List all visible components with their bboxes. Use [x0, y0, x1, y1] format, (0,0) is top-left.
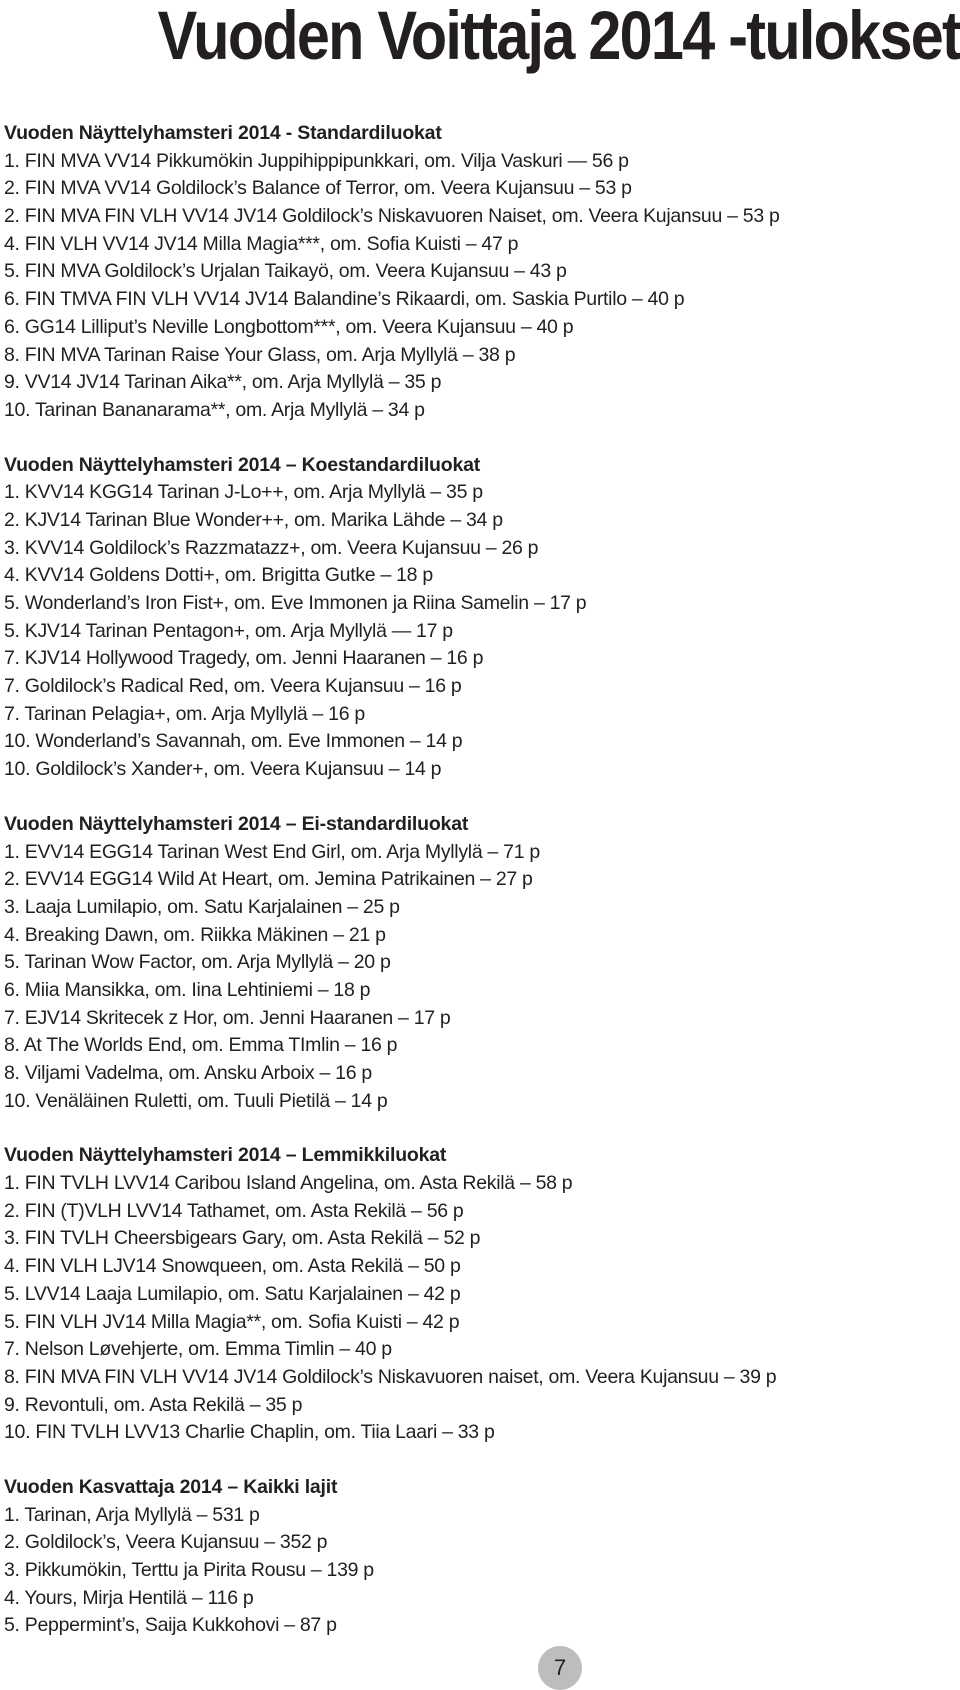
result-entry: 3. FIN TVLH Cheersbigears Gary, om. Asta Rekilä – 52 p	[4, 1227, 481, 1250]
page-number-badge: 7	[538, 1646, 582, 1690]
result-entry: 7. Goldilock’s Radical Red, om. Veera Kujansuu – 16 p	[4, 675, 462, 698]
result-entry: 1. Tarinan, Arja Myllylä – 531 p	[4, 1503, 260, 1526]
section-pet-classes	[4, 1142, 954, 1447]
result-entry: 9. VV14 JV14 Tarinan Aika**, om. Arja Myllylä – 35 p	[4, 371, 442, 394]
section-breeder-all-species	[4, 1474, 954, 1640]
result-entry: 2. FIN (T)VLH LVV14 Tathamet, om. Asta Rekilä – 56 p	[4, 1199, 464, 1222]
section-heading: Vuoden Kasvattaja 2014 – Kaikki lajit	[4, 1475, 338, 1498]
result-entry: 2. FIN MVA VV14 Goldilock’s Balance of Terror, om. Veera Kujansuu – 53 p	[4, 177, 632, 200]
results-content	[4, 120, 954, 1640]
section-heading: Vuoden Näyttelyhamsteri 2014 - Standardiluokat	[4, 122, 442, 144]
result-entry: 1. EVV14 EGG14 Tarinan West End Girl, om. Arja Myllylä – 71 p	[4, 840, 540, 863]
result-entry: 4. FIN VLH LJV14 Snowqueen, om. Asta Rekilä – 50 p	[4, 1255, 461, 1278]
results-list	[4, 479, 954, 784]
result-entry: 8. FIN MVA Tarinan Raise Your Glass, om. Arja Myllylä – 38 p	[4, 343, 516, 366]
page-title: Vuoden Voittaja 2014 -tulokset	[157, 0, 960, 74]
result-entry: 1. KVV14 KGG14 Tarinan J-Lo++, om. Arja Myllylä – 35 p	[4, 481, 483, 504]
result-entry: 1. FIN TVLH LVV14 Caribou Island Angelina, om. Asta Rekilä – 58 p	[4, 1172, 573, 1195]
result-entry: 2. FIN MVA FIN VLH VV14 JV14 Goldilock’s Niskavuoren Naiset, om. Veera Kujansuu – 53 p	[4, 205, 780, 228]
results-list	[4, 148, 954, 425]
result-entry: 5. Peppermint’s, Saija Kukkohovi – 87 p	[4, 1614, 337, 1637]
result-entry: 1. FIN MVA VV14 Pikkumökin Juppihippipunkkari, om. Vilja Vaskuri — 56 p	[4, 149, 629, 172]
result-entry: 5. KJV14 Tarinan Pentagon+, om. Arja Myllylä — 17 p	[4, 619, 453, 642]
result-entry: 2. Goldilock’s, Veera Kujansuu – 352 p	[4, 1531, 328, 1554]
result-entry: 2. EVV14 EGG14 Wild At Heart, om. Jemina Patrikainen – 27 p	[4, 868, 533, 891]
result-entry: 8. At The Worlds End, om. Emma TImlin – 16 p	[4, 1034, 398, 1057]
result-entry: 10. Goldilock’s Xander+, om. Veera Kujansuu – 14 p	[4, 758, 442, 781]
result-entry: 6. FIN TMVA FIN VLH VV14 JV14 Balandine’s Rikaardi, om. Saskia Purtilo – 40 p	[4, 288, 685, 311]
result-entry: 7. Tarinan Pelagia+, om. Arja Myllylä – 16 p	[4, 702, 365, 725]
result-entry: 2. KJV14 Tarinan Blue Wonder++, om. Marika Lähde – 34 p	[4, 508, 503, 531]
result-entry: 3. Laaja Lumilapio, om. Satu Karjalainen – 25 p	[4, 895, 400, 918]
result-entry: 6. Miia Mansikka, om. Iina Lehtiniemi – 18 p	[4, 978, 371, 1001]
results-list	[4, 1170, 954, 1447]
section-non-standard-classes	[4, 811, 954, 1116]
result-entry: 7. EJV14 Skritecek z Hor, om. Jenni Haaranen – 17 p	[4, 1006, 451, 1029]
result-entry: 3. Pikkumökin, Terttu ja Pirita Rousu – 139 p	[4, 1559, 374, 1581]
result-entry: 10. Venäläinen Ruletti, om. Tuuli Pietilä – 14 p	[4, 1089, 388, 1112]
result-entry: 5. LVV14 Laaja Lumilapio, om. Satu Karjalainen – 42 p	[4, 1282, 461, 1305]
result-entry: 5. FIN MVA Goldilock’s Urjalan Taikayö, om. Veera Kujansuu – 43 p	[4, 260, 567, 283]
result-entry: 4. FIN VLH VV14 JV14 Milla Magia***, om. Sofia Kuisti – 47 p	[4, 232, 519, 255]
section-standard-classes	[4, 120, 954, 425]
results-list	[4, 839, 954, 1116]
result-entry: 10. Wonderland’s Savannah, om. Eve Immonen – 14 p	[4, 730, 463, 753]
section-test-standard-classes	[4, 452, 954, 784]
result-entry: 8. FIN MVA FIN VLH VV14 JV14 Goldilock’s Niskavuoren naiset, om. Veera Kujansuu – 39 p	[4, 1365, 777, 1388]
result-entry: 6. GG14 Lilliput’s Neville Longbottom***, om. Veera Kujansuu – 40 p	[4, 315, 574, 338]
result-entry: 5. FIN VLH JV14 Milla Magia**, om. Sofia Kuisti – 42 p	[4, 1310, 460, 1333]
results-list	[4, 1502, 954, 1640]
result-entry: 4. Yours, Mirja Hentilä – 116 p	[4, 1586, 254, 1609]
result-entry: 5. Tarinan Wow Factor, om. Arja Myllylä – 20 p	[4, 951, 391, 974]
result-entry: 7. Nelson Løvehjerte, om. Emma Timlin – 40 p	[4, 1338, 392, 1361]
result-entry: 10. Tarinan Bananarama**, om. Arja Myllylä – 34 p	[4, 398, 425, 421]
result-entry: 9. Revontuli, om. Asta Rekilä – 35 p	[4, 1393, 303, 1416]
result-entry: 8. Viljami Vadelma, om. Ansku Arboix – 16 p	[4, 1062, 372, 1084]
section-heading: Vuoden Näyttelyhamsteri 2014 – Lemmikkiluokat	[4, 1144, 447, 1167]
result-entry: 4. Breaking Dawn, om. Riikka Mäkinen – 21 p	[4, 923, 386, 946]
section-heading: Vuoden Näyttelyhamsteri 2014 – Ei-standardiluokat	[4, 812, 469, 835]
result-entry: 5. Wonderland’s Iron Fist+, om. Eve Immonen ja Riina Samelin – 17 p	[4, 592, 587, 614]
result-entry: 3. KVV14 Goldilock’s Razzmatazz+, om. Veera Kujansuu – 26 p	[4, 536, 539, 559]
section-heading: Vuoden Näyttelyhamsteri 2014 – Koestandardiluokat	[4, 453, 481, 476]
result-entry: 10. FIN TVLH LVV13 Charlie Chaplin, om. Tiia Laari – 33 p	[4, 1421, 495, 1444]
result-entry: 7. KJV14 Hollywood Tragedy, om. Jenni Haaranen – 16 p	[4, 647, 484, 670]
result-entry: 4. KVV14 Goldens Dotti+, om. Brigitta Gutke – 18 p	[4, 564, 433, 587]
